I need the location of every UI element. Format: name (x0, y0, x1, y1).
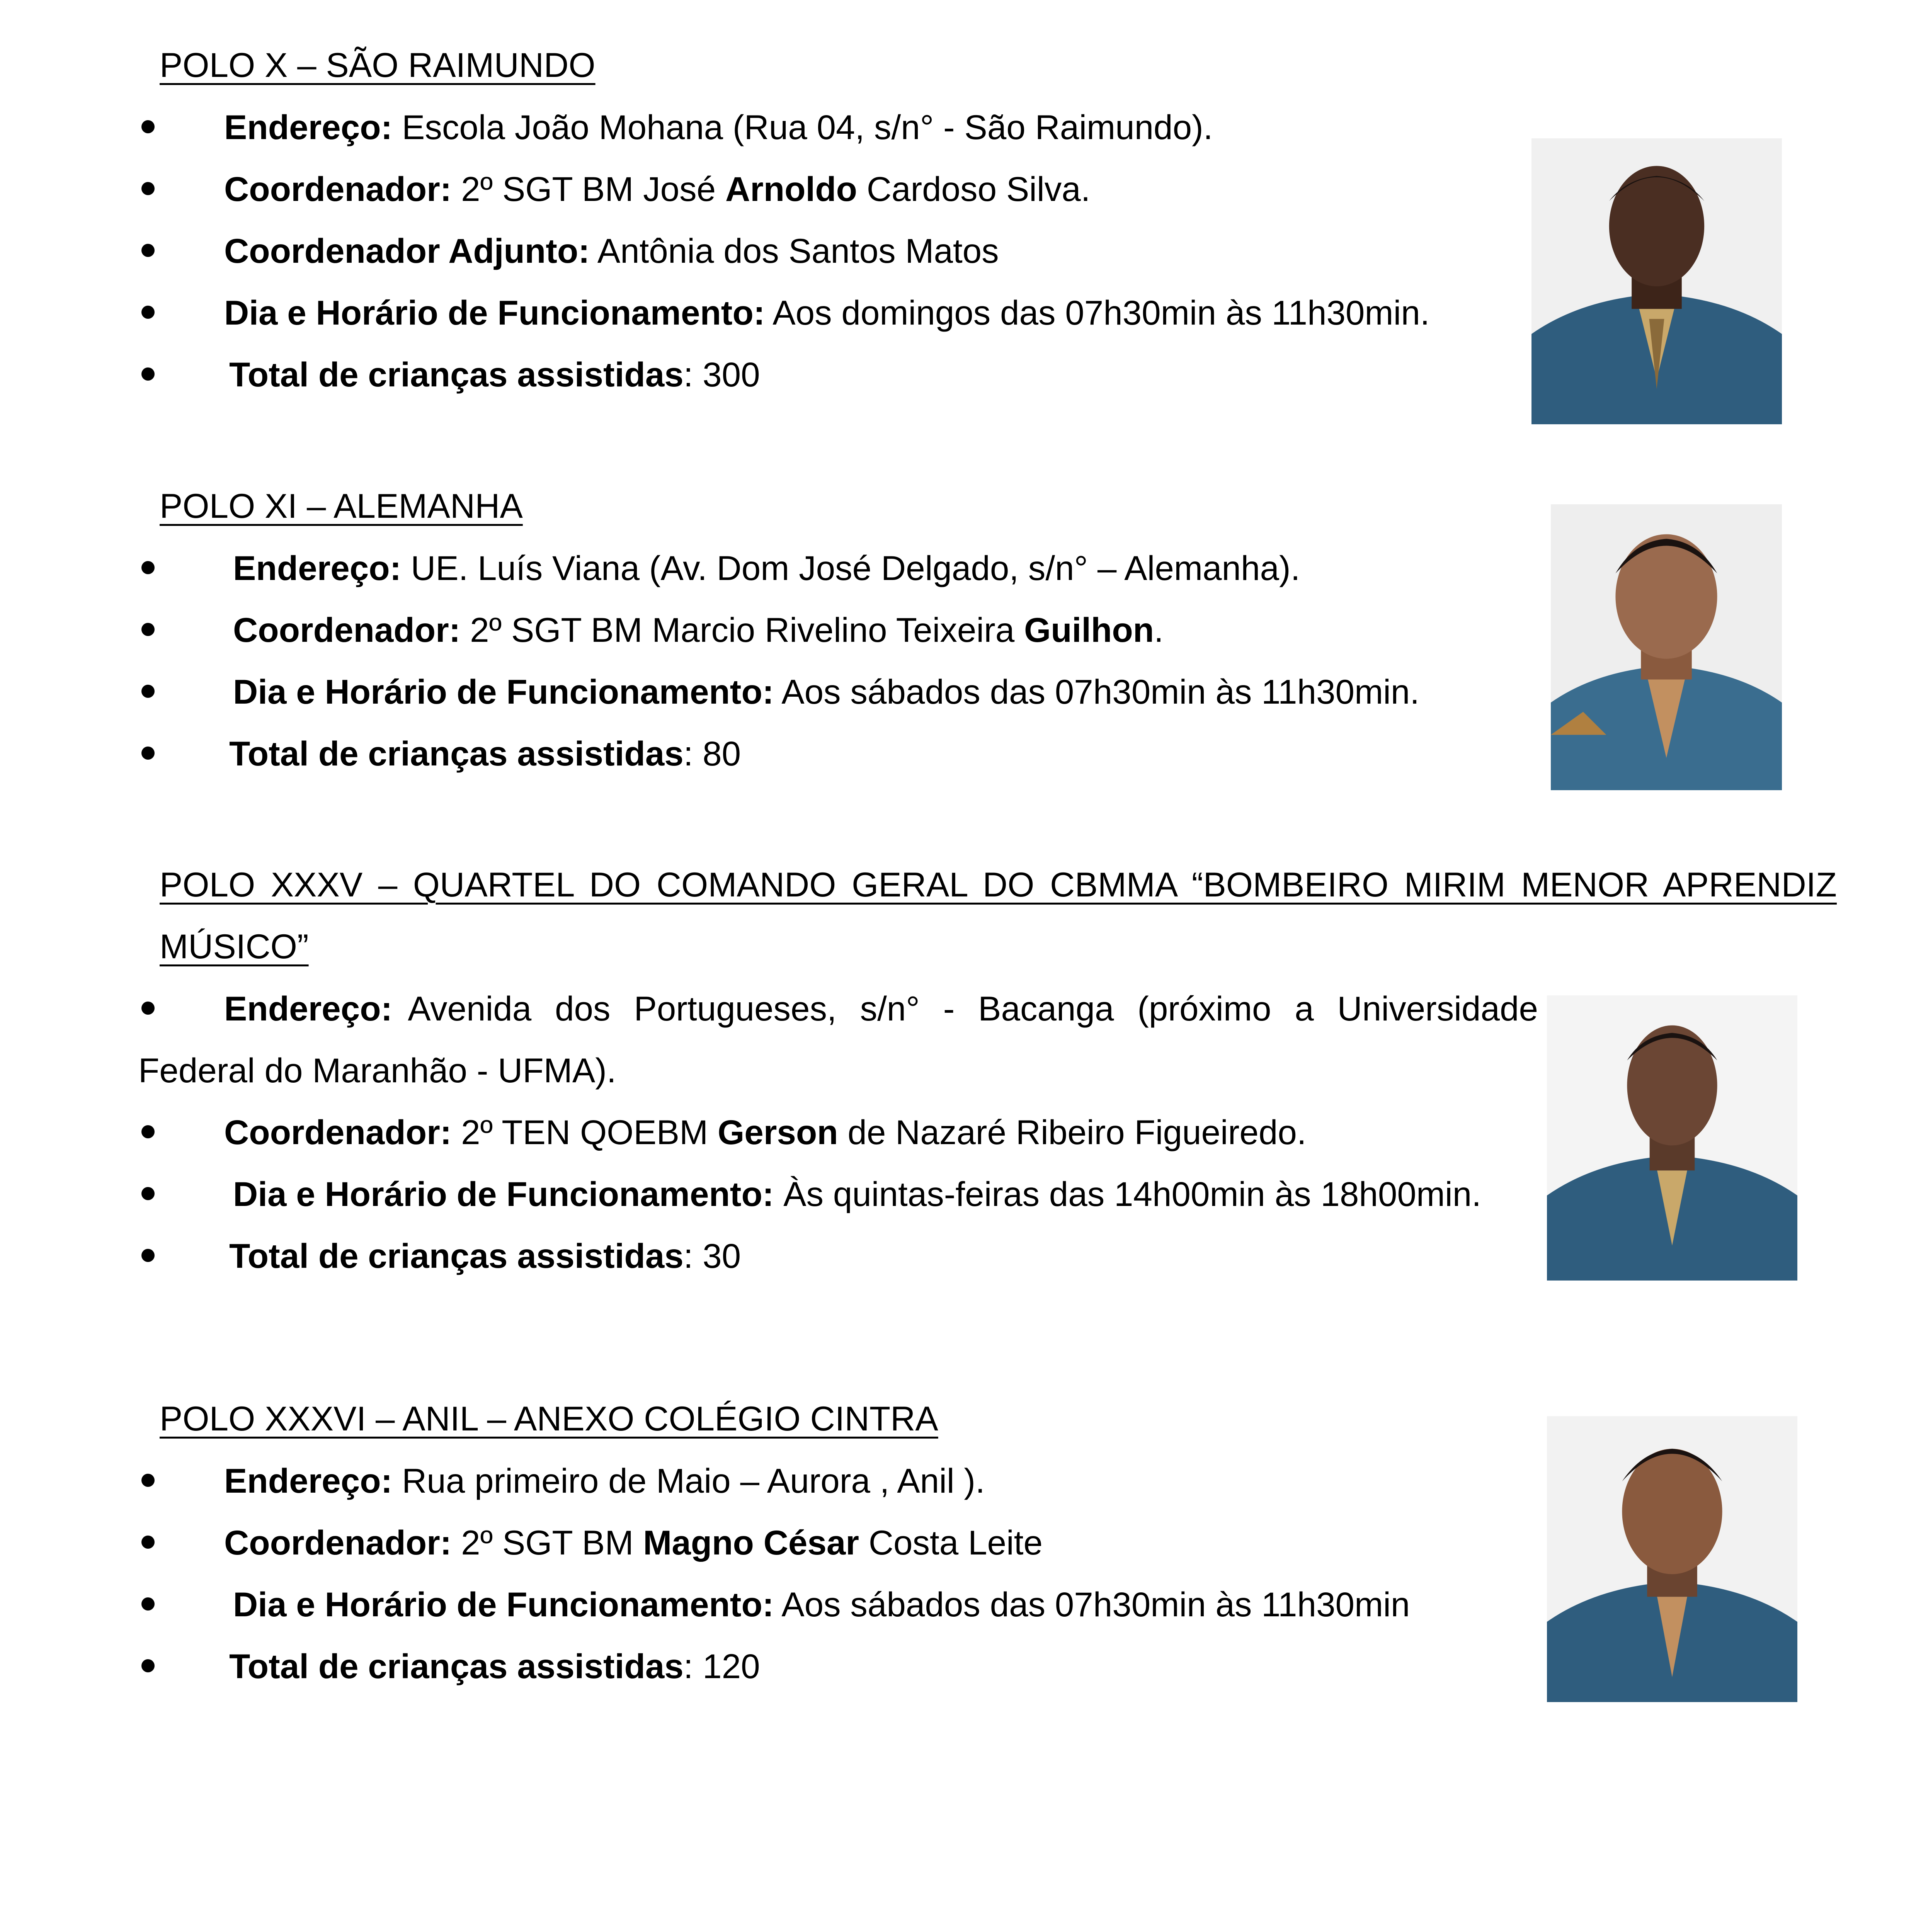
total-label: Total de crianças assistidas (229, 1236, 684, 1275)
coordinator-photo (1547, 1416, 1797, 1702)
bullet-icon (141, 120, 155, 133)
coordenador-label: Coordenador: (224, 170, 452, 208)
adjunto-line (224, 231, 999, 270)
coordenador-line (224, 1523, 1043, 1562)
horario-line (233, 672, 1420, 711)
horario-value: Às quintas-feiras das 14h00min às 18h00min. (774, 1175, 1481, 1213)
total-value: : 80 (683, 734, 741, 773)
section-title-polo-xi: POLO XI – ALEMANHA (160, 486, 523, 525)
coordenador-line (224, 172, 1090, 206)
total-label: Total de crianças assistidas (229, 355, 684, 394)
horario-value: Aos sábados das 07h30min às 11h30min. (774, 672, 1420, 711)
total-value: : 120 (683, 1647, 760, 1685)
total-label: Total de crianças assistidas (229, 1647, 684, 1685)
coordenador-label: Coordenador: (224, 1113, 452, 1151)
coordenador-line (224, 1115, 1307, 1150)
endereco-label: Endereço: (233, 549, 402, 587)
endereco-value: UE. Luís Viana (Av. Dom José Delgado, s/n° – Alemanha). (401, 549, 1300, 587)
total-value: : 300 (683, 355, 760, 394)
coordenador-bold: Magno César (643, 1523, 859, 1562)
section-title-polo-xxxv-cont: MÚSICO” (160, 927, 309, 966)
coordenador-pre: 2º SGT BM José (451, 170, 725, 208)
horario-label: Dia e Horário de Funcionamento: (224, 293, 765, 332)
coordenador-bold: Gerson (718, 1113, 838, 1151)
total-value: : 30 (683, 1236, 741, 1275)
coordenador-bold: Arnoldo (725, 170, 857, 208)
horario-value: Aos sábados das 07h30min às 11h30min (774, 1585, 1410, 1624)
total-line (229, 736, 741, 771)
horario-line (224, 293, 1430, 332)
coordenador-label: Coordenador: (224, 1523, 452, 1562)
horario-value: Aos domingos das 07h30min às 11h30min. (765, 293, 1430, 332)
bullet-icon (141, 685, 155, 698)
bullet-icon (141, 1597, 155, 1611)
coordenador-post: Costa Leite (859, 1523, 1043, 1562)
bullet-icon (141, 1249, 155, 1262)
bullet-icon (141, 1536, 155, 1549)
endereco-label: Endereço: (224, 989, 393, 1028)
bullet-icon (141, 1002, 155, 1015)
section-title-polo-xxxvi: POLO XXXVI – ANIL – ANEXO COLÉGIO CINTRA (160, 1399, 938, 1438)
coordenador-pre: 2º TEN QOEBM (451, 1113, 718, 1151)
coordenador-pre: 2º SGT BM Marcio Rivelino Teixeira (460, 611, 1024, 649)
coordenador-post: Cardoso Silva. (857, 170, 1091, 208)
horario-label: Dia e Horário de Funcionamento: (233, 672, 774, 711)
total-line (229, 1649, 760, 1684)
section-title-polo-x: POLO X – SÃO RAIMUNDO (160, 46, 596, 84)
coordenador-bold: Guilhon (1024, 611, 1154, 649)
endereco-line (224, 1461, 985, 1500)
endereco-line (224, 989, 1538, 1028)
endereco-value-cont: Federal do Maranhão - UFMA). (138, 1051, 616, 1090)
bullet-icon (141, 1125, 155, 1138)
coordenador-line (233, 613, 1164, 647)
coordenador-pre: 2º SGT BM (451, 1523, 643, 1562)
endereco-label: Endereço: (224, 108, 393, 146)
endereco-line (233, 551, 1300, 585)
endereco-value: Rua primeiro de Maio – Aurora , Anil ). (392, 1461, 985, 1500)
bullet-icon (141, 182, 155, 195)
total-label: Total de crianças assistidas (229, 734, 684, 773)
bullet-icon (141, 561, 155, 574)
bullet-icon (141, 1187, 155, 1200)
horario-line (233, 1177, 1481, 1211)
coordinator-photo (1531, 138, 1782, 424)
adjunto-label: Coordenador Adjunto: (224, 231, 590, 270)
bullet-icon (141, 306, 155, 319)
horario-line (233, 1587, 1410, 1622)
coordenador-post: . (1154, 611, 1164, 649)
coordenador-post: de Nazaré Ribeiro Figueiredo. (838, 1113, 1307, 1151)
endereco-value: Escola João Mohana (Rua 04, s/n° - São Raimundo). (392, 108, 1213, 146)
bullet-icon (141, 244, 155, 257)
total-line (229, 357, 760, 392)
total-line (229, 1236, 741, 1275)
bullet-icon (141, 367, 155, 381)
endereco-value: Avenida dos Portugueses, s/n° - Bacanga (próximo a Universidade (408, 989, 1538, 1028)
endereco-label: Endereço: (224, 1461, 393, 1500)
bullet-icon (141, 747, 155, 760)
bullet-icon (141, 1474, 155, 1487)
coordinator-photo (1547, 995, 1797, 1281)
bullet-icon (141, 1659, 155, 1672)
adjunto-value: Antônia dos Santos Matos (589, 231, 999, 270)
bullet-icon (141, 623, 155, 636)
coordenador-label: Coordenador: (233, 611, 461, 649)
horario-label: Dia e Horário de Funcionamento: (233, 1175, 774, 1213)
horario-label: Dia e Horário de Funcionamento: (233, 1585, 774, 1624)
coordinator-photo (1551, 504, 1782, 790)
section-title-polo-xxxv: POLO XXXV – QUARTEL DO COMANDO GERAL DO CBMMA “BOMBEIRO MIRIM MENOR APRENDIZ (160, 865, 1837, 904)
endereco-line (224, 110, 1213, 145)
